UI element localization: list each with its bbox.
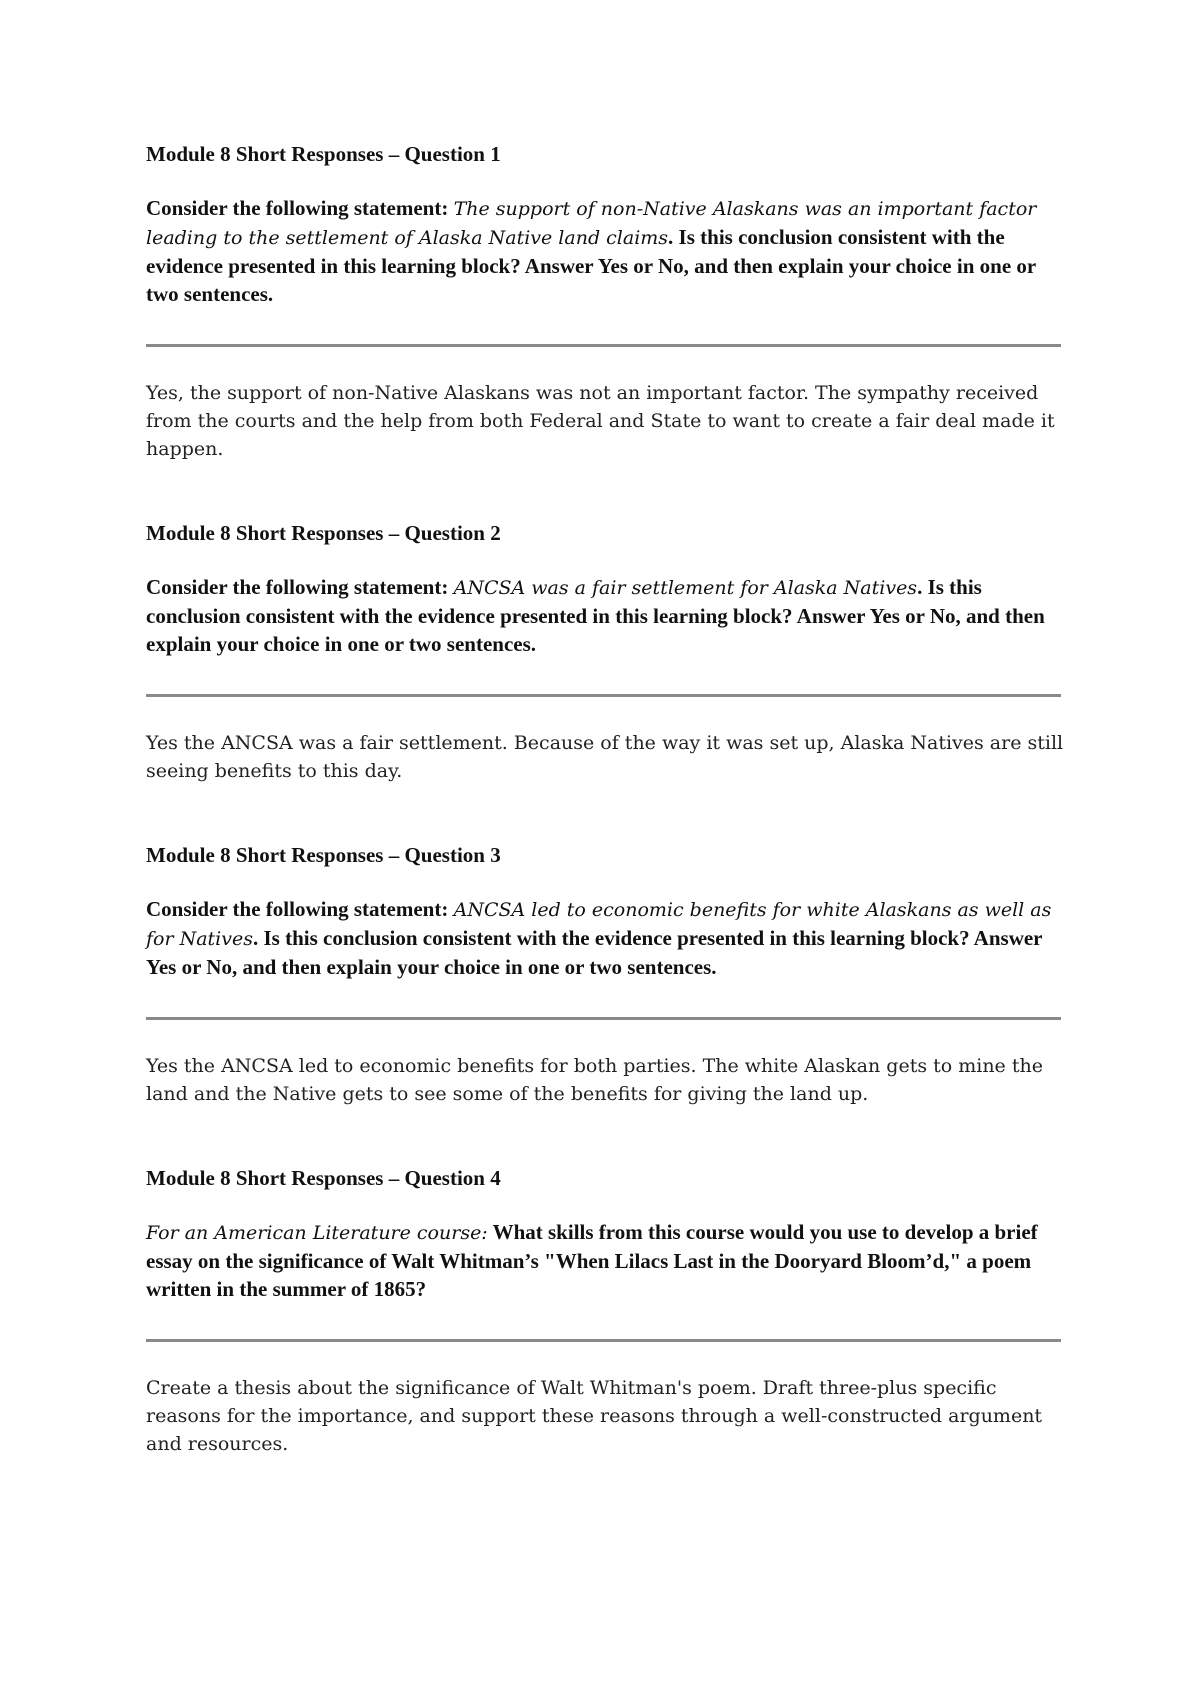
answer-text: Yes the ANCSA led to economic benefits for both parties. The white Alaskan gets to mine the land and the Native gets to see some of the benefits for giving the land up. bbox=[146, 1055, 1043, 1105]
question-statement: The support of non-Native Alaskans was an important factor leading to the settlement of Alaska Native land claims bbox=[146, 198, 1037, 249]
answer-text: Yes the ANCSA was a fair settlement. Because of the way it was set up, Alaska Natives are still seeing benefits to this day. bbox=[146, 732, 1064, 782]
question-section-2 bbox=[146, 519, 1066, 785]
divider-line bbox=[146, 344, 1061, 347]
divider-line bbox=[146, 694, 1061, 697]
question-prompt bbox=[146, 1218, 1066, 1303]
question-section-4 bbox=[146, 1164, 1066, 1458]
question-heading: Module 8 Short Responses – Question 3 bbox=[146, 843, 501, 867]
question-prompt bbox=[146, 194, 1066, 308]
question-tail: What skills from this course would you use to develop a brief essay on the significance of Walt Whitman’s "When Lilacs Last in the Dooryard Bloom’d," a poem written in the summer of 1865? bbox=[146, 1220, 1038, 1301]
divider-line bbox=[146, 1339, 1061, 1342]
document-page bbox=[146, 140, 1066, 1514]
question-lead: Consider the following statement: bbox=[146, 575, 454, 599]
question-prompt bbox=[146, 895, 1066, 981]
question-statement: ANCSA was a fair settlement for Alaska Natives bbox=[453, 577, 918, 599]
question-statement: ANCSA led to economic benefits for white Alaskans as well as for Natives bbox=[146, 899, 1052, 950]
answer-text: Yes, the support of non-Native Alaskans was not an important factor. The sympathy received from the courts and the help from both Federal and State to want to create a fair deal made it happen. bbox=[146, 382, 1055, 460]
answer-text: Create a thesis about the significance of Walt Whitman's poem. Draft three-plus specific reasons for the importance, and support these reasons through a well-constructed argument and resources. bbox=[146, 1377, 1043, 1455]
question-heading: Module 8 Short Responses – Question 4 bbox=[146, 1166, 501, 1190]
question-tail: . Is this conclusion consistent with the evidence presented in this learning block? Answer Yes or No, and then explain your choice in one or two sentences. bbox=[146, 926, 1043, 979]
question-lead: Consider the following statement: bbox=[146, 196, 454, 220]
question-section-3 bbox=[146, 841, 1066, 1108]
question-lead: Consider the following statement: bbox=[146, 897, 454, 921]
question-statement: For an American Literature course: bbox=[146, 1222, 488, 1244]
question-tail: . Is this conclusion consistent with the evidence presented in this learning block? Answer Yes or No, and then explain your choice in one or two sentences. bbox=[146, 575, 1045, 656]
divider-line bbox=[146, 1017, 1061, 1020]
question-prompt bbox=[146, 573, 1066, 658]
question-heading: Module 8 Short Responses – Question 2 bbox=[146, 521, 501, 545]
question-section-1 bbox=[146, 140, 1066, 463]
question-tail: . Is this conclusion consistent with the evidence presented in this learning block? Answer Yes or No, and then explain your choice in one or two sentences. bbox=[146, 225, 1036, 306]
question-heading: Module 8 Short Responses – Question 1 bbox=[146, 142, 501, 166]
